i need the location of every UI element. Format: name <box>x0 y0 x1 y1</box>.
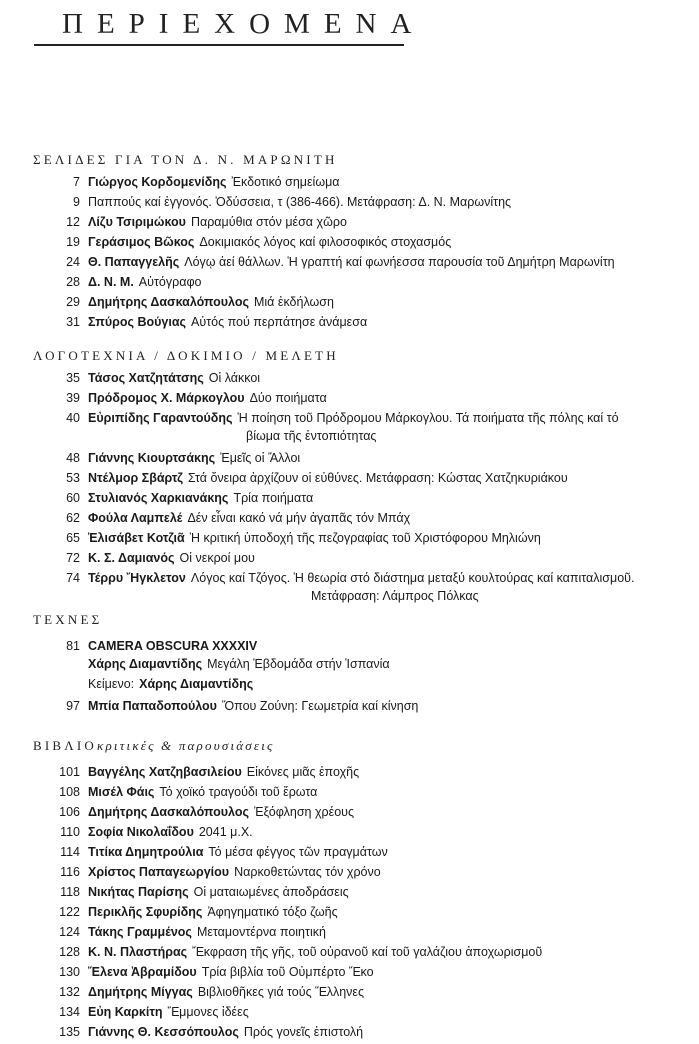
page-number: 7 <box>73 175 80 189</box>
entry-author: Στυλιανός Χαρκιανάκης <box>88 491 229 505</box>
entry-author: Τάσος Χατζητάτσης <box>88 371 204 385</box>
page-number: 31 <box>66 315 80 329</box>
entry-work: Στά ὄνειρα ἀρχίζουν οἱ εὐθύνες. Μετάφραση: Κώστας Χατζηκυριάκου <box>187 471 568 485</box>
toc-entry <box>0 698 699 718</box>
entry-content <box>88 884 349 901</box>
entry-content <box>88 254 615 271</box>
entry-content <box>88 214 347 231</box>
entry-work: Ἡ ποίηση τοῦ Πρόδρομου Μάρκογλου. Τά ποιήματα τῆς πόλης καί τό <box>237 411 619 425</box>
toc-entry <box>0 194 699 214</box>
toc-entry <box>0 490 699 510</box>
entry-work: Μεταμοντέρνα ποιητική <box>196 925 326 939</box>
toc-entry <box>0 214 699 234</box>
page-number: 74 <box>66 571 80 585</box>
toc-entry <box>0 570 699 590</box>
page-number: 122 <box>59 905 80 919</box>
entry-work: Τό μέσα φέγγος τῶν πραγμάτων <box>208 845 388 859</box>
toc-entry <box>0 784 699 804</box>
entry-sub-work: Μεγάλη Ἑβδομάδα στήν Ἱσπανία <box>207 657 390 671</box>
entry-work: Οἱ νεκροί μου <box>179 551 255 565</box>
page-number: 53 <box>66 471 80 485</box>
entry-author: Φούλα Λαμπελέ <box>88 511 183 525</box>
entry-work-continued-text: βίωμα τῆς ἐντοπιότητας <box>246 429 377 443</box>
entry-content <box>88 904 338 921</box>
page-number: 62 <box>66 511 80 525</box>
entry-author: Σοφία Νικολαΐδου <box>88 825 194 839</box>
entry-work: Βιβλιοθῆκες γιά τούς Ἕλληνες <box>197 985 364 999</box>
page-number: 110 <box>60 825 80 839</box>
entry-author: Τάκης Γραμμένος <box>88 925 192 939</box>
toc-entry <box>0 804 699 824</box>
page-number: 135 <box>59 1025 80 1039</box>
page-number: 114 <box>60 845 80 859</box>
entry-text-label: Κείμενο: <box>88 677 135 691</box>
section-heading: ΛΟΓΟΤΕΧΝΙΑ / ΔΟΚΙΜΙΟ / ΜΕΛΕΤΗ <box>33 348 339 363</box>
entry-work: Οἱ λάκκοι <box>208 371 261 385</box>
entry-work: Ἡ κριτική ὑποδοχή τῆς πεζογραφίας τοῦ Χριστόφορου Μηλιώνη <box>189 531 541 545</box>
page-number: 118 <box>60 885 80 899</box>
entry-content <box>88 530 541 547</box>
entry-author: Ἔλενα Ἀβραμίδου <box>88 965 197 979</box>
entry-content <box>88 944 542 961</box>
entry-work: Αὐτός πού περπάτησε ἀνάμεσα <box>191 315 368 329</box>
entry-work: Ἔκφραση τῆς γῆς, τοῦ οὐρανοῦ καί τοῦ γαλάζιου ἀποχωρισμοῦ <box>192 945 543 959</box>
entry-work: 2041 μ.Χ. <box>198 825 253 839</box>
section-heading-main: ΒΙΒΛΙΟ <box>33 738 98 753</box>
entry-author: Εὐη Καρκίτη <box>88 1005 163 1019</box>
page-number: 28 <box>66 275 80 289</box>
entry-work: Τρία βιβλία τοῦ Οὐμπέρτο Ἔκο <box>201 965 374 979</box>
toc-entry <box>0 1004 699 1024</box>
entry-content <box>88 984 364 1001</box>
page-number: 116 <box>60 865 80 879</box>
entry-author: Νικήτας Παρίσης <box>88 885 189 899</box>
entry-work: Οἱ ματαιωμένες ἀποδράσεις <box>193 885 349 899</box>
toc-entry <box>0 410 699 430</box>
entry-content <box>88 924 326 941</box>
toc-entry <box>0 924 699 944</box>
section-heading: ΤΕΧΝΕΣ <box>33 612 103 627</box>
toc-entry <box>0 174 699 194</box>
entry-content <box>88 964 374 981</box>
toc-entry <box>0 274 699 294</box>
entry-title: CAMERA OBSCURA XXXXIV <box>88 639 258 653</box>
entry-author: Θ. Παπαγγελῆς <box>88 255 180 269</box>
page-number: 124 <box>59 925 80 939</box>
entry-content <box>88 174 340 191</box>
entry-work: Δοκιμιακός λόγος καί φιλοσοφικός στοχασμός <box>199 235 452 249</box>
entry-work: Ναρκοθετώντας τόν χρόνο <box>234 865 381 879</box>
page-number: 48 <box>66 451 80 465</box>
toc-entry <box>0 314 699 334</box>
entry-author: Χρίστος Παπαγεωργίου <box>88 865 230 879</box>
page-number: 29 <box>66 295 80 309</box>
toc-entry <box>0 844 699 864</box>
entry-content <box>88 314 367 331</box>
entry-author: Γιάννης Κιουρτσάκης <box>88 451 216 465</box>
entry-work: Τρία ποιήματα <box>233 491 314 505</box>
toc-entry <box>0 530 699 550</box>
entry-work: Ὅπου Ζούνη: Γεωμετρία καί κίνηση <box>221 699 419 713</box>
entry-content <box>88 1004 249 1021</box>
entry-content <box>88 470 568 487</box>
entry-content <box>88 864 381 881</box>
entry-content <box>88 274 202 291</box>
page-number: 132 <box>59 985 80 999</box>
toc-entry <box>0 864 699 884</box>
page-number: 65 <box>66 531 80 545</box>
toc-entry <box>0 904 699 924</box>
page-number: 130 <box>59 965 80 979</box>
page-number: 134 <box>59 1005 80 1019</box>
entry-sub-author: Χάρης Διαμαντίδης <box>88 657 203 671</box>
entry-work: Ἐκδοτικό σημείωμα <box>231 175 340 189</box>
entry-author: Ἐλισάβετ Κοτζιᾶ <box>88 531 185 545</box>
entry-author: Μπία Παπαδοπούλου <box>88 699 217 713</box>
page-number: 106 <box>59 805 80 819</box>
entry-work: Τό χοϊκό τραγούδι τοῦ ἔρωτα <box>159 785 318 799</box>
toc-entry <box>0 638 699 658</box>
entry-subline-content <box>88 656 390 673</box>
entry-author: Τιτίκα Δημητρούλια <box>88 845 204 859</box>
toc-entry <box>0 254 699 274</box>
page-number: 97 <box>66 699 80 713</box>
entry-content <box>88 294 334 311</box>
entry-work: Παππούς καί ἐγγονός. Ὀδύσσεια, τ (386-466). Μετάφραση: Δ. Ν. Μαρωνίτης <box>88 195 512 209</box>
entry-content <box>88 234 451 251</box>
entry-content <box>88 804 354 821</box>
entry-work: Ἐμεῖς οἱ Ἄλλοι <box>220 451 301 465</box>
page-number: 81 <box>66 639 80 653</box>
entry-content <box>88 570 635 587</box>
toc-entry <box>0 944 699 964</box>
entry-author: Δ. Ν. Μ. <box>88 275 134 289</box>
entry-author: Δημήτρης Δασκαλόπουλος <box>88 805 249 819</box>
entry-content <box>88 784 317 801</box>
entry-work: Λόγῳ ἀεί θάλλων. Ἡ γραπτή καί φωνήεσσα παρουσία τοῦ Δημήτρη Μαρωνίτη <box>184 255 615 269</box>
page-number: 60 <box>66 491 80 505</box>
page-number: 108 <box>59 785 80 799</box>
page-number: 72 <box>66 551 80 565</box>
entry-work: Ἐξόφληση χρέους <box>253 805 355 819</box>
entry-author: Κ. Ν. Πλαστήρας <box>88 945 188 959</box>
toc-entry <box>0 884 699 904</box>
entry-work-continued-text: Μετάφραση: Λάμπρος Πόλκας <box>311 589 479 603</box>
entry-author: Γιώργος Κορδομενίδης <box>88 175 227 189</box>
entry-content <box>88 638 257 655</box>
entry-subline-content <box>88 676 253 693</box>
toc-entry <box>0 964 699 984</box>
entry-work: Μιά ἐκδήλωση <box>253 295 334 309</box>
section-heading <box>33 738 275 754</box>
entry-content <box>88 490 313 507</box>
entry-author: Βαγγέλης Χατζηβασιλείου <box>88 765 242 779</box>
entry-author: Δημήτρης Μίγγας <box>88 985 193 999</box>
entry-content <box>88 390 327 407</box>
entry-author: Λίζυ Τσιριμώκου <box>88 215 186 229</box>
entry-content <box>88 764 359 781</box>
page-number: 35 <box>66 371 80 385</box>
entry-work: Ἔμμονες ἰδέες <box>167 1005 249 1019</box>
page-number: 9 <box>73 195 80 209</box>
page-number: 39 <box>66 391 80 405</box>
toc-entry <box>0 370 699 390</box>
entry-author: Πρόδρομος Χ. Μάρκογλου <box>88 391 245 405</box>
page-number: 128 <box>59 945 80 959</box>
entry-content <box>88 510 410 527</box>
entry-author: Περικλῆς Σφυρίδης <box>88 905 203 919</box>
toc-entry <box>0 234 699 254</box>
entry-content <box>88 550 255 567</box>
page-number: 19 <box>66 235 80 249</box>
toc-entry <box>0 294 699 314</box>
toc-entry <box>0 550 699 570</box>
entry-work: Ἀφηγηματικό τόξο ζωῆς <box>207 905 338 919</box>
page-number: 24 <box>66 255 80 269</box>
entry-content <box>88 370 260 387</box>
toc-entry <box>0 764 699 784</box>
toc-entry <box>0 510 699 530</box>
entry-work: Δέν εἶναι κακό νά μήν ἀγαπᾶς τόν Μπάχ <box>187 511 411 525</box>
toc-entry <box>0 470 699 490</box>
entry-author: Τέρρυ Ἤγκλετον <box>88 571 186 585</box>
entry-content <box>88 698 418 715</box>
entry-author: Σπύρος Βούγιας <box>88 315 187 329</box>
toc-entry <box>0 824 699 844</box>
section-heading-subtitle: κριτικές & παρουσιάσεις <box>97 738 275 753</box>
entry-content <box>88 844 388 861</box>
entry-content <box>88 410 619 427</box>
entry-text-author: Χάρης Διαμαντίδης <box>139 677 254 691</box>
entry-content <box>88 450 300 467</box>
toc-entry <box>0 450 699 470</box>
entry-work: Παραμύθια στόν μέσα χῶρο <box>190 215 347 229</box>
section-heading: ΣΕΛΙΔΕΣ ΓΙΑ ΤΟΝ Δ. Ν. ΜΑΡΩΝΙΤΗ <box>33 152 338 167</box>
entry-work: Αὐτόγραφο <box>138 275 202 289</box>
toc-entry <box>0 1024 699 1044</box>
entry-work: Δύο ποιήματα <box>249 391 327 405</box>
entry-author: Ντέλμορ Σβάρτζ <box>88 471 183 485</box>
entry-author: Γιάννης Θ. Κεσσόπουλος <box>88 1025 239 1039</box>
toc-entry <box>0 984 699 1004</box>
entry-author: Εὐριπίδης Γαραντούδης <box>88 411 233 425</box>
page-number: 40 <box>66 411 80 425</box>
entry-work: Πρός γονεῖς ἐπιστολή <box>243 1025 364 1039</box>
toc-entry <box>0 390 699 410</box>
entry-author: Γεράσιμος Βῶκος <box>88 235 195 249</box>
page-title: ΠΕΡΙΕΧΟΜΕΝΑ <box>62 8 426 40</box>
entry-content <box>88 1024 363 1041</box>
entry-content <box>88 194 511 211</box>
entry-author: Δημήτρης Δασκαλόπουλος <box>88 295 249 309</box>
title-underline <box>34 44 404 46</box>
page-number: 12 <box>66 215 80 229</box>
entry-content <box>88 824 253 841</box>
entry-work: Εἰκόνες μιᾶς ἐποχῆς <box>246 765 360 779</box>
entry-author: Κ. Σ. Δαμιανός <box>88 551 175 565</box>
entry-author: Μισέλ Φάις <box>88 785 155 799</box>
page-number: 101 <box>59 765 80 779</box>
entry-work: Λόγος καί Τζόγος. Ἡ θεωρία στό διάστημα μεταξύ κουλτούρας καί καπιταλισμοῦ. <box>190 571 635 585</box>
